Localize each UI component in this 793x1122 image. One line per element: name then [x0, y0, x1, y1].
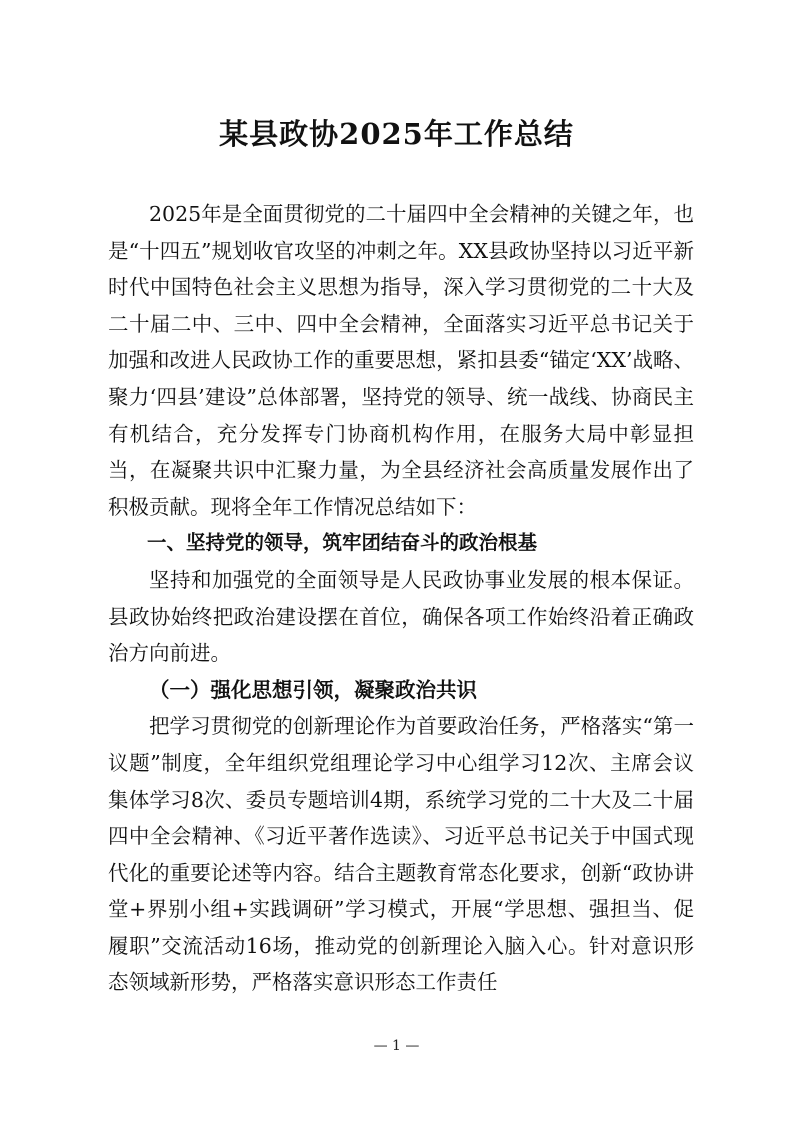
subsection-heading: （一）强化思想引领，凝聚政治共识: [149, 677, 477, 702]
document-title: 某县政协2025年工作总结: [219, 117, 574, 151]
document-body: [108, 196, 694, 1001]
section-heading: 一、坚持党的领导，筑牢团结奋斗的政治根基: [147, 531, 538, 555]
page-number: — 1 —: [373, 1038, 420, 1054]
section-paragraph: 坚持和加强党的全面领导是人民政协事业发展的根本保证。县政协始终把政治建设摆在首位，确保各项工作始终沿着正确政治方向前进。: [108, 567, 694, 666]
subsection-paragraph: 把学习贯彻党的创新理论作为首要政治任务，严格落实“第一议题”制度，全年组织党组理论学习中心组学习12次、主席会议集体学习8次、委员专题培训4期，系统学习党的二十大及二十届四中全会精神、《习近平著作选读》、习近平总书记关于中国式现代化的重要论述等内容。结合主题教育常态化要求，创新“政协讲堂+界别小组+实践调研”学习模式，开展“学思想、强担当、促履职”交流活动16场，推动党的创新理论入脑入心。针对意识形态领域新形势，严格落实意识形态工作责任: [108, 714, 694, 995]
intro-paragraph: 2025年是全面贯彻党的二十届四中全会精神的关键之年，也是“十四五”规划收官攻坚的冲刺之年。XX县政协坚持以习近平新时代中国特色社会主义思想为指导，深入学习贯彻党的二十大及二十届二中、三中、四中全会精神，全面落实习近平总书记关于加强和改进人民政协工作的重要思想，紧扣县委“锚定‘XX’战略、聚力‘四县’建设”总体部署，坚持党的领导、统一战线、协商民主有机结合，充分发挥专门协商机构作用，在服务大局中彰显担当，在凝聚共识中汇聚力量，为全县经济社会高质量发展作出了积极贡献。现将全年工作情况总结如下：: [108, 202, 694, 519]
